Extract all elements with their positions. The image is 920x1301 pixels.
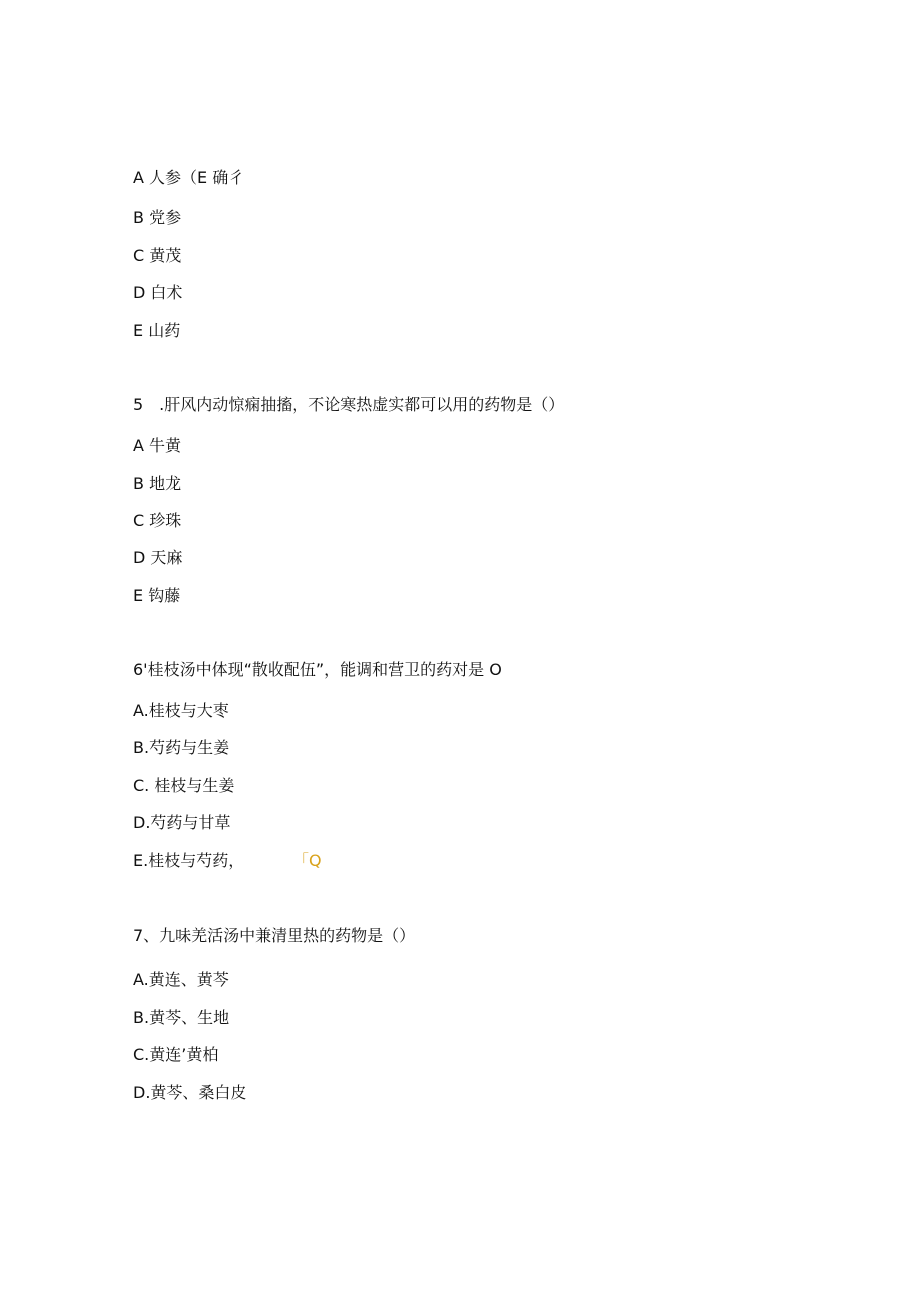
q7-option-b: B.黄芩、生地: [133, 1008, 230, 1027]
q6-option-e: E.桂枝与芍药，: [133, 851, 245, 870]
q4-option-d: D 白术: [133, 283, 183, 302]
q6-question: 6'桂枝汤中体现“散收配伍”，能调和营卫的药对是 O: [133, 660, 502, 679]
q7-option-d: D.黄芩、桑白皮: [133, 1083, 247, 1102]
q5-question: 5 .肝风内动惊痫抽搐，不论寒热虚实都可以用的药物是（）: [133, 395, 565, 414]
q5-option-a: A 牛黄: [133, 436, 182, 455]
q4-option-a: A 人参（E 确彳: [133, 168, 245, 187]
q6-option-c: C. 桂枝与生姜: [133, 776, 235, 795]
q5-option-d: D 天麻: [133, 548, 183, 567]
q7-option-c: C.黄连’黄柏: [133, 1045, 219, 1064]
q7-option-a: A.黄连、黄芩: [133, 970, 229, 989]
q4-option-e: E 山药: [133, 321, 181, 340]
q5-option-e: E 钩藤: [133, 586, 181, 605]
q6-stray-mark: 「Q: [293, 851, 322, 870]
q5-option-c: C 珍珠: [133, 511, 182, 530]
q5-option-b: B 地龙: [133, 474, 182, 493]
q4-option-b: B 党参: [133, 208, 182, 227]
q6-option-a: A.桂枝与大枣: [133, 701, 229, 720]
q6-option-d: D.芍药与甘草: [133, 813, 231, 832]
q4-option-c: C 黄茂: [133, 246, 182, 265]
q7-question: 7、九味羌活汤中兼清里热的药物是（）: [133, 926, 416, 945]
q6-option-b: B.芍药与生姜: [133, 738, 230, 757]
